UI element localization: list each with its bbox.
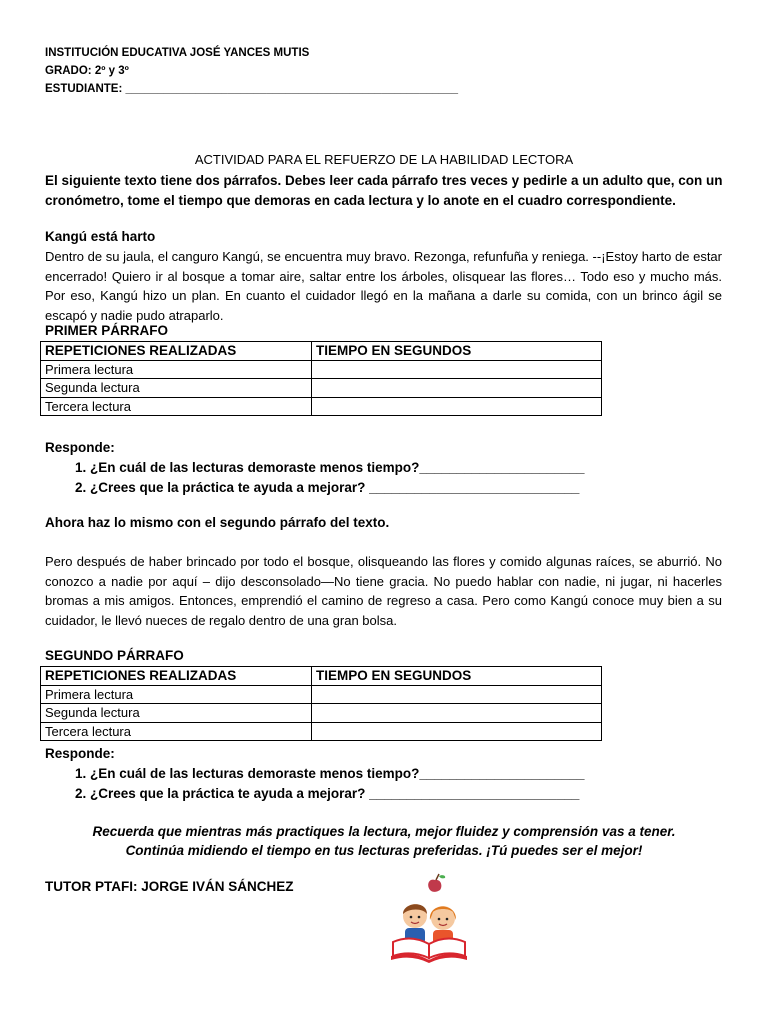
story-paragraph-2: Pero después de haber brincado por todo el bosque, olisqueando las flores y comido algunas raíces, se aburrió. No conozco a nadie por aquí – dijo desconsolado—No tiene gracia. No puedo hablar con nadie, ni jugar, ni hacerles bromas a mis amigos. Entonces, emprendió el camino de regreso a casa. Pero como Kangú conoce muy bien a su cuidador, le llevó nueces de regalo dentro de una gran bolsa. <box>45 554 722 628</box>
kids-reading-illustration <box>385 872 475 964</box>
table-header-row <box>41 667 602 686</box>
table-header-cell: REPETICIONES REALIZADAS <box>41 342 312 361</box>
question-list-2 <box>45 764 585 804</box>
activity-instructions: El siguiente texto tiene dos párrafos. Debes leer cada párrafo tres veces y pedirle a un adulto que, con un cronómetro, tome el tiempo que demoras en cada lectura y lo anote en el cuadro correspondiente. <box>45 173 723 208</box>
time-input-cell[interactable] <box>312 722 602 741</box>
apple-icon <box>428 874 445 892</box>
table-row <box>41 704 602 723</box>
table-row-label: Tercera lectura <box>41 722 312 741</box>
table-row <box>41 379 602 398</box>
closing-line-2: Continúa midiendo el tiempo en tus lecturas preferidas. ¡Tú puedes ser el mejor! <box>125 843 643 858</box>
table-row <box>41 685 602 704</box>
table-row <box>41 722 602 741</box>
question-item[interactable]: 1. ¿En cuál de las lecturas demoraste menos tiempo?______________________ <box>90 764 585 784</box>
question-list-1 <box>45 458 585 498</box>
closing-line-1: Recuerda que mientras más practiques la lectura, mejor fluidez y comprensión vas a tener. <box>92 824 676 839</box>
time-input-cell[interactable] <box>312 685 602 704</box>
question-item[interactable]: 2. ¿Crees que la práctica te ayuda a mejorar? ____________________________ <box>90 478 585 498</box>
time-input-cell[interactable] <box>312 360 602 379</box>
table-header-cell: REPETICIONES REALIZADAS <box>41 667 312 686</box>
question-item[interactable]: 2. ¿Crees que la práctica te ayuda a mejorar? ____________________________ <box>90 784 585 804</box>
activity-title: ACTIVIDAD PARA EL REFUERZO DE LA HABILIDAD LECTORA <box>194 152 574 167</box>
tutor-name: TUTOR PTAFI: JORGE IVÁN SÁNCHEZ <box>45 879 294 894</box>
table-row-label: Segunda lectura <box>41 704 312 723</box>
section-2-table <box>40 666 602 741</box>
table-row <box>41 360 602 379</box>
table-header-cell: TIEMPO EN SEGUNDOS <box>312 667 602 686</box>
now-instruction: Ahora haz lo mismo con el segundo párrafo del texto. <box>45 515 390 530</box>
student-field[interactable]: ESTUDIANTE: ____________________________________________________ <box>45 83 459 95</box>
table-row-label: Primera lectura <box>41 685 312 704</box>
respond-label-1: Responde: <box>45 440 115 455</box>
book-icon <box>391 938 467 963</box>
question-item[interactable]: 1. ¿En cuál de las lecturas demoraste menos tiempo?______________________ <box>90 458 585 478</box>
table-row-label: Primera lectura <box>41 360 312 379</box>
table-row <box>41 397 602 416</box>
story-paragraph-1: Dentro de su jaula, el canguro Kangú, se encuentra muy bravo. Rezonga, refunfuña y reniega. --¡Estoy harto de estar encerrado! Quiero ir al bosque a tomar aire, saltar entre los árboles, olisquear las flores… Todo eso y mucho más. Por eso, Kangú hizo un plan. En cuanto el cuidador llegó en la mañana a darle su comida, con un brinco ágil se escapó y nadie pudo atraparlo. <box>45 249 722 323</box>
story-title: Kangú está harto <box>45 229 156 244</box>
table-header-row <box>41 342 602 361</box>
section-1-table <box>40 341 602 416</box>
section-1-label: PRIMER PÁRRAFO <box>45 323 169 338</box>
section-2-label: SEGUNDO PÁRRAFO <box>45 648 184 663</box>
institution-name: INSTITUCIÓN EDUCATIVA JOSÉ YANCES MUTIS <box>45 47 310 59</box>
table-header-cell: TIEMPO EN SEGUNDOS <box>312 342 602 361</box>
time-input-cell[interactable] <box>312 379 602 398</box>
table-row-label: Segunda lectura <box>41 379 312 398</box>
time-input-cell[interactable] <box>312 397 602 416</box>
time-input-cell[interactable] <box>312 704 602 723</box>
table-row-label: Tercera lectura <box>41 397 312 416</box>
grade-label: GRADO: 2º y 3º <box>45 65 129 77</box>
respond-label-2: Responde: <box>45 746 115 761</box>
